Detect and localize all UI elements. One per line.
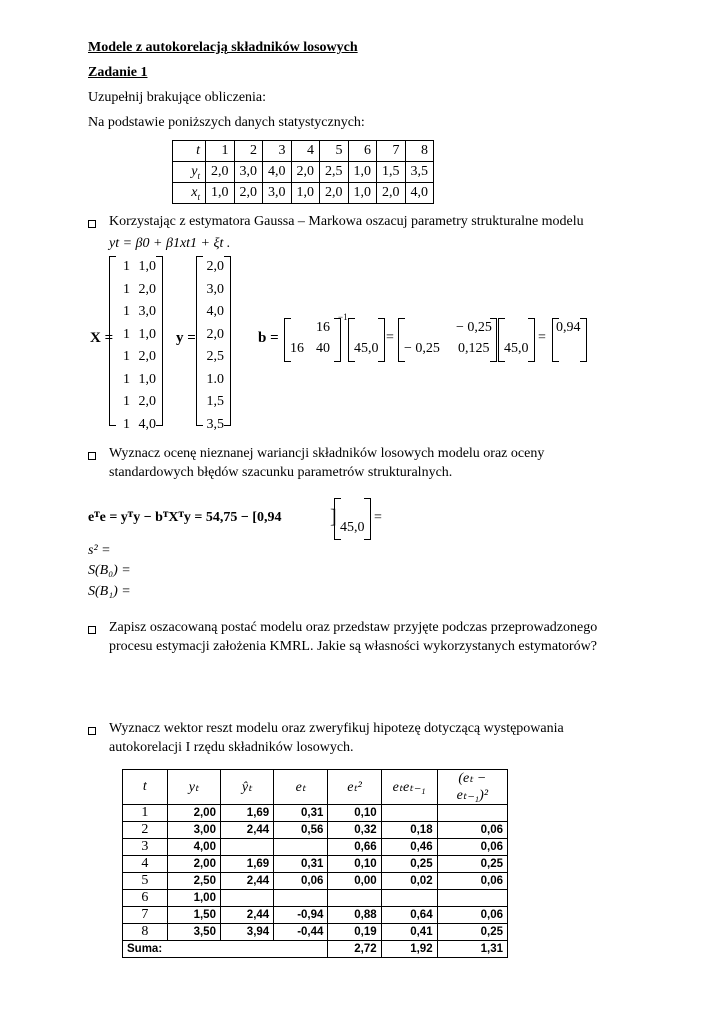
matrix-cell: 1,5	[206, 394, 224, 409]
table-cell: 5	[320, 141, 349, 162]
matrix-cell: 1	[123, 304, 130, 319]
matrix-cell: 2,0	[138, 349, 156, 364]
column-header: eₜ	[274, 770, 328, 805]
table-row	[173, 183, 434, 204]
table-cell: 6	[123, 890, 168, 907]
vector-b-label: b =	[258, 330, 279, 346]
table-cell: 0,02	[381, 873, 437, 890]
bullet-text: procesu estymacji założenia KMRL. Jakie są własności wykorzystanych estymatorów?	[109, 639, 597, 654]
table-cell: 0,46	[381, 839, 437, 856]
table-cell: 0,19	[328, 924, 381, 941]
matrix-cell: 3,0	[138, 304, 156, 319]
matrix-cell: 2,0	[206, 326, 224, 342]
vector-cell: 45,0	[340, 520, 365, 535]
table-cell: 0,25	[381, 856, 437, 873]
intro-text-2: Na podstawie poniższych danych statystycznych:	[88, 115, 365, 130]
matrix-cell: 40	[316, 341, 330, 356]
table-cell: 3,0	[234, 162, 263, 183]
matrix-cell: 1	[123, 349, 130, 364]
bullet-text: Wyznacz ocenę nieznanej wariancji składników losowych modelu oraz oceny	[109, 446, 545, 461]
matrix-cell: 1,0	[138, 371, 156, 387]
table-cell: 4	[291, 141, 320, 162]
column-header: t	[123, 770, 168, 805]
table-cell: 2,0	[234, 183, 263, 204]
equals-sign: =	[386, 330, 394, 345]
table-row	[123, 856, 508, 873]
variance-formula: s² =	[88, 543, 111, 558]
equals-sign: =	[538, 330, 546, 345]
sum-cell: 2,72	[328, 941, 381, 958]
matrix-cell: 2,0	[206, 259, 224, 274]
table-cell: 4,0	[405, 183, 434, 204]
y-subscript: t	[197, 170, 200, 181]
matrix-x-col2	[134, 256, 156, 436]
table-cell: 1,0	[206, 183, 235, 204]
matrix-cell: 1	[123, 371, 130, 387]
vector-y-col	[202, 256, 224, 436]
table-cell: 1,69	[220, 856, 273, 873]
table-cell: 4	[123, 856, 168, 873]
table-cell: 0,32	[328, 822, 381, 839]
intro-text: Uzupełnij brakujące obliczenia:	[88, 90, 267, 105]
bracket-right	[490, 318, 497, 362]
sum-cell: 1,92	[381, 941, 437, 958]
matrix-cell: 1,0	[138, 259, 156, 274]
column-header: yₜ	[167, 770, 220, 805]
matrix-x-col1	[116, 256, 130, 436]
table-cell: 1,50	[167, 907, 220, 924]
table-cell: 4,00	[167, 839, 220, 856]
checkbox-bullet-icon	[88, 220, 96, 228]
table-cell: 3,50	[167, 924, 220, 941]
table-row	[123, 907, 508, 924]
table-cell	[274, 890, 328, 907]
task-heading: Zadanie 1	[88, 65, 148, 80]
table-cell: 0,41	[381, 924, 437, 941]
table-cell: 7	[123, 907, 168, 924]
bracket-right	[580, 318, 587, 362]
table-cell: 2,0	[377, 183, 406, 204]
residual-sum-formula: eᵀe = yᵀy − bᵀXᵀy = 54,75 − [0,94	[88, 510, 282, 525]
column-header: ŷₜ	[220, 770, 273, 805]
bullet-text: Wyznacz wektor reszt modelu oraz zweryfikuj hipotezę dotyczącą występowania	[109, 721, 564, 736]
table-row	[123, 873, 508, 890]
table-row	[123, 839, 508, 856]
matrix-cell: 2,0	[138, 281, 156, 297]
table-cell: 2,00	[167, 856, 220, 873]
matrix-cell: 16	[316, 320, 330, 335]
table-cell: 0,06	[437, 839, 507, 856]
table-cell: 0,56	[274, 822, 328, 839]
table-cell: 2,0	[206, 162, 235, 183]
matrix-cell: 4,0	[206, 304, 224, 319]
table-cell: 2,0	[291, 162, 320, 183]
table-cell: 3,0	[263, 183, 292, 204]
bracket-fragment: ]	[330, 506, 337, 528]
table-cell: 3	[263, 141, 292, 162]
matrix-cell: 0,94	[556, 320, 581, 335]
y-symbol: y	[191, 163, 198, 179]
table-cell: 3,5	[405, 162, 434, 183]
table-cell: 0,31	[274, 805, 328, 822]
table-cell: 2,44	[220, 822, 273, 839]
bullet-text: autokorelacji I rzędu składników losowych.	[109, 740, 354, 755]
table-cell: 2	[123, 822, 168, 839]
matrix-cell: 3,0	[206, 281, 224, 297]
checkbox-bullet-icon	[88, 727, 96, 735]
table-cell: 0,06	[437, 822, 507, 839]
table-cell	[437, 890, 507, 907]
table-cell: 4,0	[263, 162, 292, 183]
table-cell: 1,0	[348, 183, 377, 204]
matrix-cell: 1	[123, 259, 130, 274]
vector-y-label: y =	[176, 330, 196, 346]
matrix-cell: 1	[123, 281, 130, 297]
table-cell: 1,00	[167, 890, 220, 907]
matrix-cell: 3,5	[206, 416, 224, 432]
matrix-cell: 1,0	[138, 326, 156, 342]
table-row	[123, 924, 508, 941]
matrix-cell: 1	[123, 326, 130, 342]
matrix-cell: − 0,25	[456, 320, 492, 335]
table-cell: 2,44	[220, 907, 273, 924]
matrix-cell: 16	[290, 341, 304, 356]
table-header-y	[173, 162, 206, 183]
table-cell: 2,5	[320, 162, 349, 183]
table-cell: 8	[405, 141, 434, 162]
model-formula: yt = β0 + β1xt1 + ξt .	[109, 236, 231, 251]
table-cell	[220, 839, 273, 856]
matrix-cell: 1	[123, 416, 130, 432]
table-cell: 0,31	[274, 856, 328, 873]
matrix-cell: 4,0	[138, 416, 156, 432]
x-symbol: x	[191, 184, 198, 200]
table-cell	[220, 890, 273, 907]
table-cell: 0,10	[328, 856, 381, 873]
table-row	[123, 822, 508, 839]
matrix-cell: 2,5	[206, 349, 224, 364]
table-cell	[274, 839, 328, 856]
column-header: eₜ²	[328, 770, 381, 805]
matrix-cell: 0,125	[458, 341, 490, 356]
table-cell: 3,00	[167, 822, 220, 839]
table-cell: 0,64	[381, 907, 437, 924]
table-cell	[328, 890, 381, 907]
table-cell: 1,5	[377, 162, 406, 183]
std-error-b1: S(B₁) =	[88, 584, 131, 599]
bullet-text: standardowych błędów szacunku parametrów strukturalnych.	[109, 465, 453, 480]
table-cell: 1	[123, 805, 168, 822]
table-cell: 3	[123, 839, 168, 856]
page-title: Modele z autokorelacją składników losowych	[88, 40, 358, 55]
matrix-cell: − 0,25	[404, 341, 440, 356]
table-cell: 0,18	[381, 822, 437, 839]
table-header-t: t	[173, 141, 206, 162]
table-cell: 5	[123, 873, 168, 890]
table-cell	[381, 890, 437, 907]
matrix-cell: 45,0	[504, 341, 529, 356]
table-row	[173, 162, 434, 183]
column-header: eₜeₜ₋₁	[381, 770, 437, 805]
table-cell: 1,0	[291, 183, 320, 204]
table-cell: 2,50	[167, 873, 220, 890]
matrix-cell: 45,0	[354, 341, 379, 356]
bracket-left	[109, 256, 116, 426]
bracket-right	[378, 318, 385, 362]
matrix-cell: 1.0	[206, 371, 224, 387]
sum-row	[123, 941, 508, 958]
table-cell: 7	[377, 141, 406, 162]
table-cell	[437, 805, 507, 822]
bracket-right	[364, 498, 371, 540]
std-error-b0: S(B₀) =	[88, 563, 131, 578]
table-row	[173, 141, 434, 162]
bracket-right	[156, 256, 163, 426]
matrix-x-label: X =	[90, 330, 114, 346]
matrix-cell: 2,0	[138, 394, 156, 409]
checkbox-bullet-icon	[88, 626, 96, 634]
data-table	[172, 140, 434, 204]
table-cell: 3,94	[220, 924, 273, 941]
table-cell: 0,06	[437, 873, 507, 890]
table-cell: 0,06	[274, 873, 328, 890]
residual-table	[122, 769, 508, 958]
table-cell: 0,10	[328, 805, 381, 822]
table-cell: 6	[348, 141, 377, 162]
table-cell: 2,44	[220, 873, 273, 890]
table-cell: -0,44	[274, 924, 328, 941]
sum-cell: 1,31	[437, 941, 507, 958]
table-cell: 0,06	[437, 907, 507, 924]
table-cell: 1	[206, 141, 235, 162]
sum-label: Suma:	[123, 941, 328, 958]
table-cell: 0,88	[328, 907, 381, 924]
table-cell: 2	[234, 141, 263, 162]
table-cell: 0,25	[437, 924, 507, 941]
table-cell: 0,25	[437, 856, 507, 873]
bullet-text: Korzystając z estymatora Gaussa – Markowa oszacuj parametry strukturalne modelu	[109, 214, 584, 229]
table-header-row	[123, 770, 508, 805]
table-cell: 1,69	[220, 805, 273, 822]
table-row	[123, 890, 508, 907]
bracket-right	[528, 318, 535, 362]
matrix-cell: 1	[123, 394, 130, 409]
table-cell: 2,00	[167, 805, 220, 822]
equals-sign: =	[374, 510, 382, 525]
inverse-exponent: −1	[338, 312, 348, 322]
table-cell: 0,66	[328, 839, 381, 856]
table-cell: 0,00	[328, 873, 381, 890]
x-subscript: t	[197, 191, 200, 202]
bracket-right	[224, 256, 231, 426]
table-cell: -0,94	[274, 907, 328, 924]
table-header-x	[173, 183, 206, 204]
column-header: (eₜ − eₜ₋₁)²	[437, 770, 507, 805]
table-row	[123, 805, 508, 822]
table-cell: 1,0	[348, 162, 377, 183]
bullet-text: Zapisz oszacowaną postać modelu oraz przedstaw przyjęte podczas przeprowadzonego	[109, 620, 598, 635]
checkbox-bullet-icon	[88, 452, 96, 460]
bracket-right	[334, 318, 341, 362]
table-cell: 2,0	[320, 183, 349, 204]
table-cell	[381, 805, 437, 822]
table-cell: 8	[123, 924, 168, 941]
